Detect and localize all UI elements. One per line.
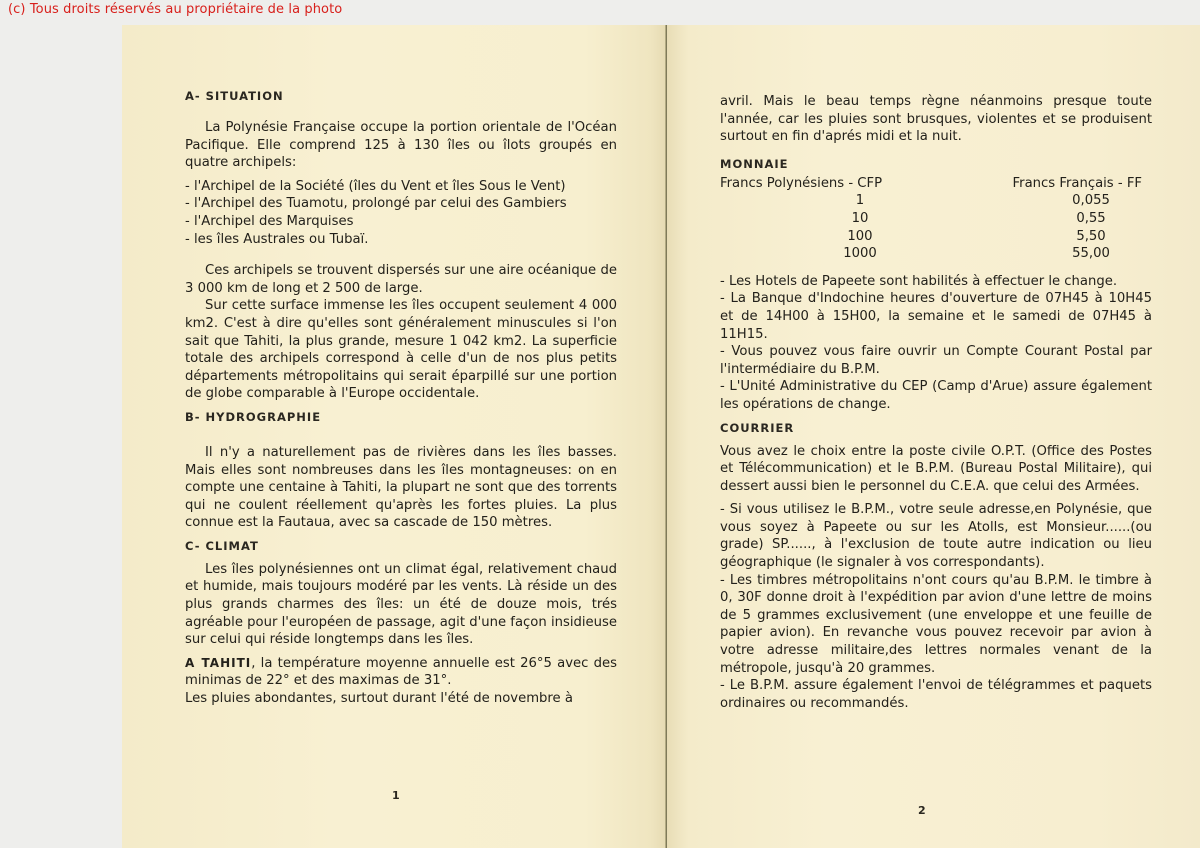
cfp-value: 10 <box>851 210 869 226</box>
situation-paragraph-3: Sur cette surface immense les îles occupent seulement 4 000 km2. C'est à dire qu'elles sont généralement minuscules si l'on sait que Tahiti, la plus grande, mesure 1 042 km2. La superficie totale des archipels correspond à celle d'un de nos plus petits départements métropolitains qui serait éparpillé sur une portion de globe comparable à l'Europe occidentale. <box>185 298 617 402</box>
table-row <box>720 245 1152 263</box>
courrier-item: - Si vous utilisez le B.P.M., votre seule adresse,en Polynésie, que vous soyez à Papeete ou sur les Atolls, est Monsieur......(ou grade) SP......, à l'exclusion de toute autre indication ou lieu géographique (le signaler à vos correspondants). <box>720 502 1152 571</box>
climat-paragraph: Les îles polynésiennes ont un climat égal, relativement chaud et humide, mais toujours modéré par les vents. Là réside un des plus grands charmes des îles: un été de douze mois, trés agréable pour l'européen de passage, agit d'une façon insidieuse sur celui qui réside longtemps dans les îles. <box>185 561 617 648</box>
list-item: - les îles Australes ou Tubaï. <box>185 231 369 247</box>
page-right <box>667 25 1200 848</box>
cfp-value: 1 <box>855 193 865 209</box>
heading-climat: C- CLIMAT <box>185 538 259 553</box>
page-left <box>122 25 667 848</box>
list-item: - l'Archipel de la Société (îles du Vent et îles Sous le Vent) <box>185 178 566 194</box>
ff-value: 5,50 <box>1076 228 1106 244</box>
list-item: - l'Archipel des Marquises <box>185 213 354 229</box>
copyright-watermark: (c) Tous droits réservés au propriétaire de la photo <box>8 2 343 17</box>
ff-value: 55,00 <box>1072 246 1110 262</box>
page-number: 1 <box>392 789 400 802</box>
page-number: 2 <box>918 804 926 817</box>
monnaie-note: - L'Unité Administrative du CEP (Camp d'Arue) assure également les opérations de change. <box>720 379 1152 412</box>
ff-value: 0,55 <box>1076 210 1106 226</box>
column-header-ff: Francs Français - FF <box>1012 175 1142 191</box>
situation-intro: La Polynésie Française occupe la portion orientale de l'Océan Pacifique. Elle comprend 125 à 130 îles ou îlots groupés en quatre archipels: <box>185 120 617 171</box>
table-header-row <box>720 175 1152 193</box>
rain-start: Les pluies abondantes, surtout durant l'été de novembre à <box>185 691 573 707</box>
courrier-intro: Vous avez le choix entre la poste civile O.P.T. (Office des Postes et Télécommunication) et le B.P.M. (Bureau Postal Militaire), qui dessert aussi bien le personnel du C.E.A. que celui des Armées. <box>720 443 1152 494</box>
cfp-value: 1000 <box>843 246 877 262</box>
table-row <box>720 228 1152 246</box>
courrier-item: - Le B.P.M. assure également l'envoi de télégrammes et paquets ordinaires ou recommandés. <box>720 678 1152 711</box>
situation-paragraph-2: Ces archipels se trouvent dispersés sur une aire océanique de 3 000 km de long et 2 500 de large. <box>185 263 617 296</box>
monnaie-note: - Les Hotels de Papeete sont habilités à effectuer le change. <box>720 273 1118 289</box>
list-item: - l'Archipel des Tuamotu, prolongé par celui des Gambiers <box>185 196 567 212</box>
monnaie-note: - Vous pouvez vous faire ouvrir un Compte Courant Postal par l'intermédiaire du B.P.M. <box>720 344 1152 377</box>
hydrographie-paragraph: Il n'y a naturellement pas de rivières dans les îles basses. Mais elles sont nombreuses dans les îles montagneuses: on en compte une centaine à Tahiti, la plupart ne sont que des torrents qui ne coulent réellement qu'après les fortes pluies. La plus connue est la Fautaua, avec sa cascade de 150 mètres. <box>185 444 617 531</box>
heading-situation: A- SITUATION <box>185 89 284 103</box>
heading-courrier: COURRIER <box>720 420 795 435</box>
table-row <box>720 192 1152 210</box>
rain-continued: avril. Mais le beau temps règne néanmoins presque toute l'année, car les pluies sont brusques, violentes et se produisent surtout en fin d'aprés midi et la nuit. <box>720 94 1152 145</box>
ff-value: 0,055 <box>1072 193 1110 209</box>
heading-hydrographie: B- HYDROGRAPHIE <box>185 409 322 424</box>
monnaie-note: - La Banque d'Indochine heures d'ouverture de 07H45 à 10H45 et de 14H00 à 15H00, la semaine et le samedi de 07H45 à 11H15. <box>720 291 1152 342</box>
courrier-item: - Les timbres métropolitains n'ont cours qu'au B.P.M. le timbre à 0, 30F donne droit à l'expédition par avion d'une lettre de moins de 5 grammes exclusivement (une enveloppe et une feuille de papier avion). En revanche vous pouvez recevoir par avion à votre adresse militaire,des lettres normales venant de la métropole, jusqu'à 20 grammes. <box>720 572 1152 676</box>
cfp-value: 100 <box>847 228 873 244</box>
page-right-content <box>720 93 1152 712</box>
tahiti-temperature <box>185 655 617 690</box>
currency-table <box>720 175 1152 263</box>
tahiti-label: A TAHITI <box>185 655 252 670</box>
table-row <box>720 210 1152 228</box>
page-left-content <box>185 88 617 708</box>
booklet-spread <box>122 25 1200 848</box>
heading-monnaie: MONNAIE <box>720 156 789 171</box>
column-header-cfp: Francs Polynésiens - CFP <box>720 175 883 191</box>
archipelago-list <box>185 178 617 248</box>
tahiti-text: , la température moyenne annuelle est 26°5 avec des minimas de 22° et des maximas de 31°. <box>185 655 617 689</box>
